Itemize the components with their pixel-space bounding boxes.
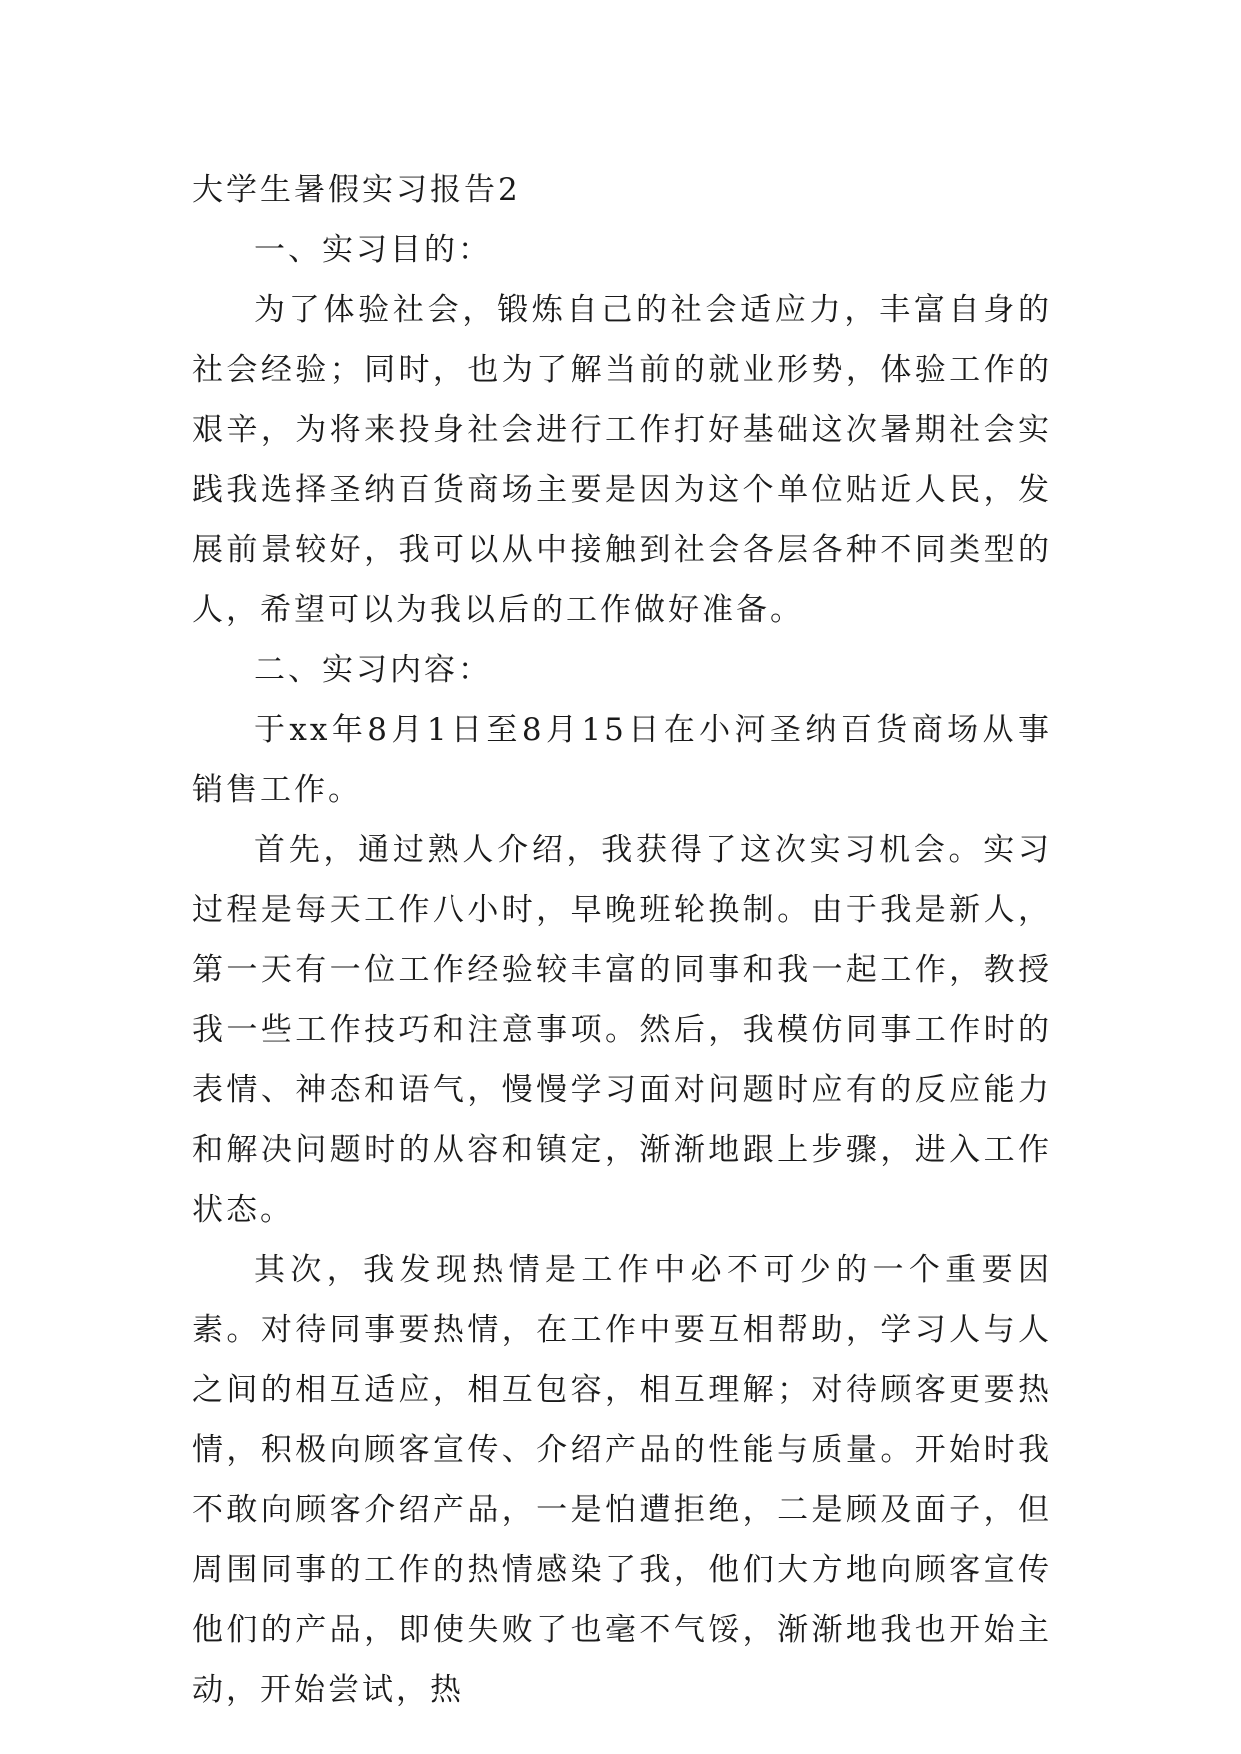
paragraph: 其次，我发现热情是工作中必不可少的一个重要因素。对待同事要热情，在工作中要互相帮助，学习人与人之间的相互适应，相互包容，相互理解；对待顾客更要热情，积极向顾客宣传、介绍产品的性能与质量。开始时我不敢向顾客介绍产品，一是怕遭拒绝，二是顾及面子，但周围同事的工作的热情感染了我，他们大方地向顾客宣传他们的产品，即使失败了也毫不气馁，渐渐地我也开始主动，开始尝试，热 <box>192 1252 1052 1708</box>
section-heading-content: 二、实习内容： <box>254 652 492 688</box>
paragraph: 为了体验社会，锻炼自己的社会适应力，丰富自身的社会经验；同时，也为了解当前的就业形势，体验工作的艰辛，为将来投身社会进行工作打好基础这次暑期社会实践我选择圣纳百货商场主要是因为这个单位贴近人民，发展前景较好，我可以从中接触到社会各层各种不同类型的人，希望可以为我以后的工作做好准备。 <box>192 292 1052 628</box>
document-body <box>192 160 1052 1720</box>
paragraph: 首先，通过熟人介绍，我获得了这次实习机会。实习过程是每天工作八小时，早晚班轮换制。由于我是新人，第一天有一位工作经验较丰富的同事和我一起工作，教授我一些工作技巧和注意事项。然后，我模仿同事工作时的表情、神态和语气，慢慢学习面对问题时应有的反应能力和解决问题时的从容和镇定，渐渐地跟上步骤，进入工作状态。 <box>192 832 1052 1228</box>
document-title: 大学生暑假实习报告2 <box>192 172 521 208</box>
paragraph: 于xx年8月1日至8月15日在小河圣纳百货商场从事销售工作。 <box>192 712 1052 808</box>
section-heading-purpose: 一、实习目的： <box>254 232 492 268</box>
